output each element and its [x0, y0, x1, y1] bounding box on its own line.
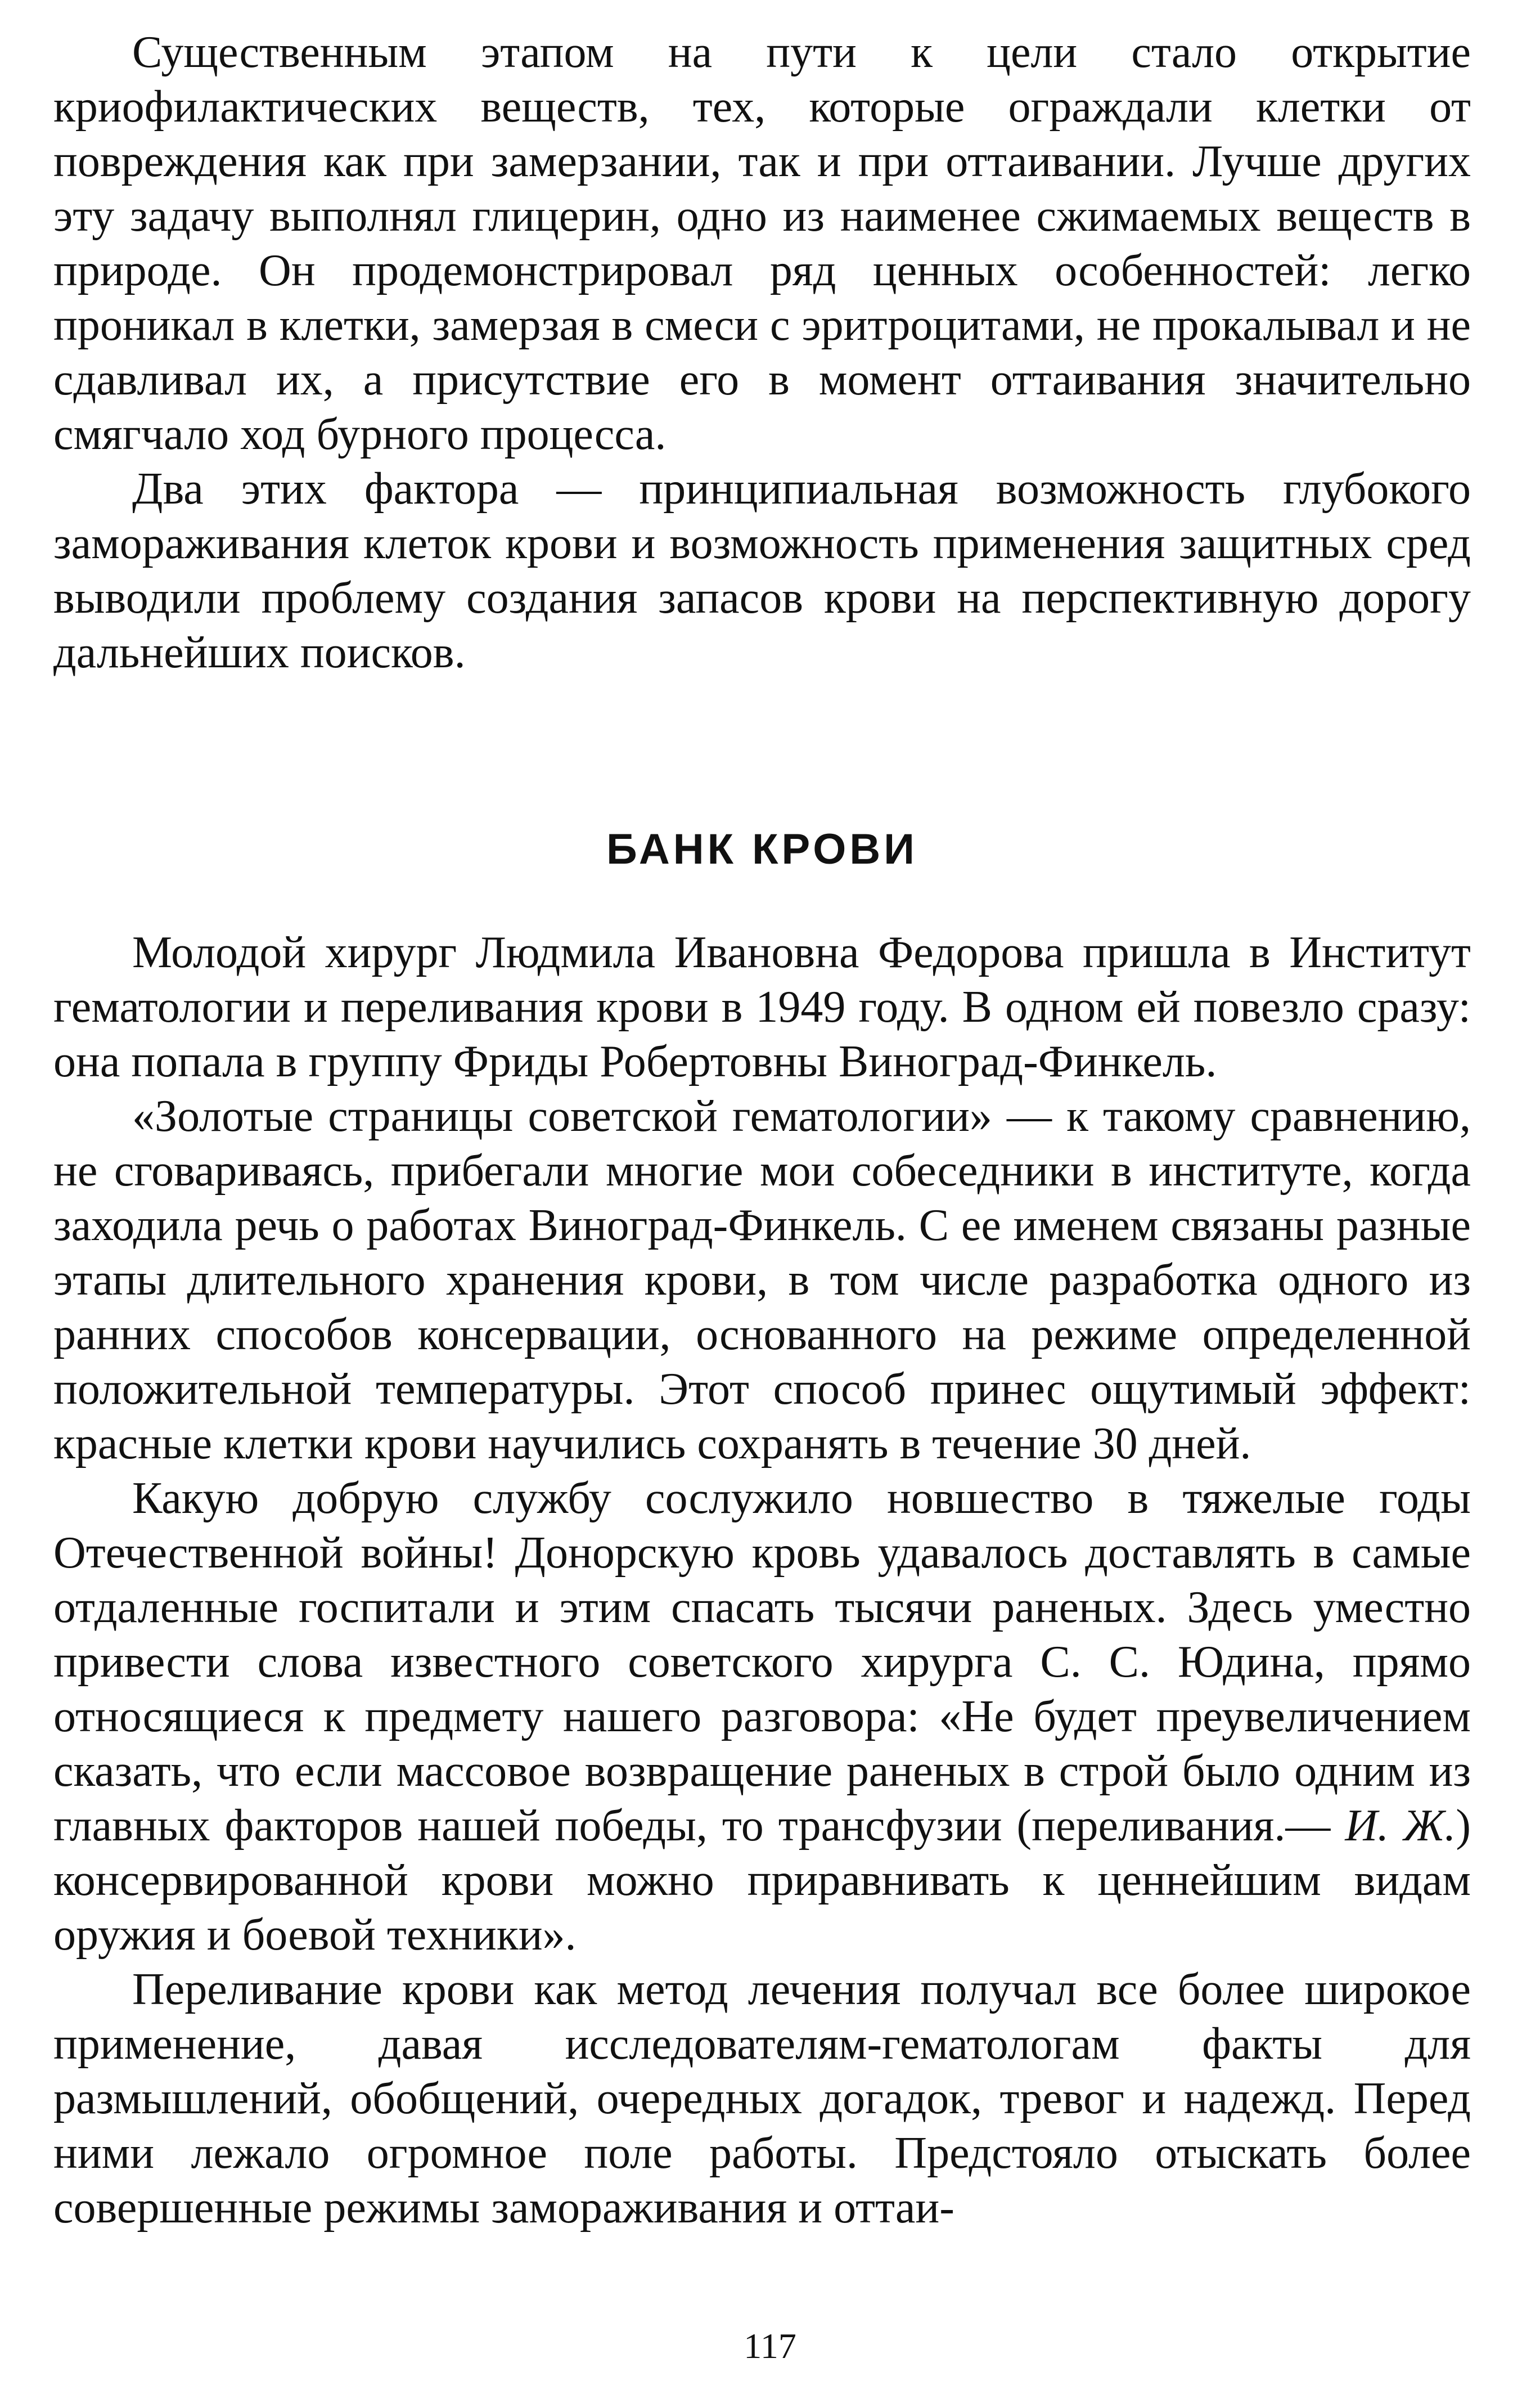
top-text-block: [53, 25, 1471, 680]
quote-text-part-2: ) консервированной крови можно приравнивать к ценнейшим видам оружия и боевой техники».: [53, 1801, 1471, 1960]
paragraph-fedorova: Молодой хирург Людмила Ивановна Федорова пришла в Институт гематологии и переливания крови в 1949 году. В одном ей повезло сразу: она попала в группу Фриды Робертовны Виноград-Финкель.: [53, 928, 1471, 1086]
section-text-block: [53, 926, 1471, 2235]
section-title: БАНК КРОВИ: [606, 825, 918, 873]
paragraph-transfusion: Переливание крови как метод лечения получал все более широкое применение, давая исследователям-гематологам факты для размышлений, обобщений, очередных догадок, тревог и надежд. Перед ними лежало огромное поле работы. Предстояло отыскать более совершенные режимы замораживания и оттаи-: [53, 1965, 1471, 2233]
paragraph-two-factors: Два этих фактора — принципиальная возможность глубокого замораживания клеток крови и возможность применения защитных сред выводили проблему создания запасов крови на перспективную дорогу дальнейших поисков.: [53, 464, 1471, 677]
author-initials: И. Ж.: [1345, 1801, 1456, 1850]
paragraph-war-years: [53, 1471, 1471, 1962]
paragraph-golden-pages: «Золотые страницы советской гематологии» — к такому сравнению, не сговариваясь, прибегали многие мои собеседники в институте, когда заходила речь о работах Виноград-Финкель. С ее именем связаны разные этапы длительного хранения крови, в том числе разработка одного из ранних способов консервации, основанного на режиме определенной положительной температуры. Этот способ принес ощутимый эффект: красные клетки крови научились сохранять в течение 30 дней.: [53, 1092, 1471, 1468]
quote-text-part-1: Какую добрую службу сослужило новшество в тяжелые годы Отечественной войны! Донорскую кровь удавалось доставлять в самые отдаленные госпитали и этим спасать тысячи раненых. Здесь уместно привести слова известного советского хирурга С. С. Юдина, прямо относящиеся к предмету нашего разговора: «Не будет преувеличением сказать, что если массовое возвращение раненых в строй было одним из главных факторов нашей победы, то трансфузии (переливания.—: [53, 1474, 1471, 1850]
paragraph-cryoprotectants: Существенным этапом на пути к цели стало открытие криофилактических веществ, тех, которые ограждали клетки от повреждения как при замерзании, так и при оттаивании. Лучше других эту задачу выполнял глицерин, одно из наименее сжимаемых веществ в природе. Он продемонстрировал ряд ценных особенностей: легко проникал в клетки, замерзая в смеси с эритроцитами, не прокалывал и не сдавливал их, а присутствие его в момент оттаивания значительно смягчало ход бурного процесса.: [53, 28, 1471, 459]
page-number: 117: [744, 2326, 796, 2366]
